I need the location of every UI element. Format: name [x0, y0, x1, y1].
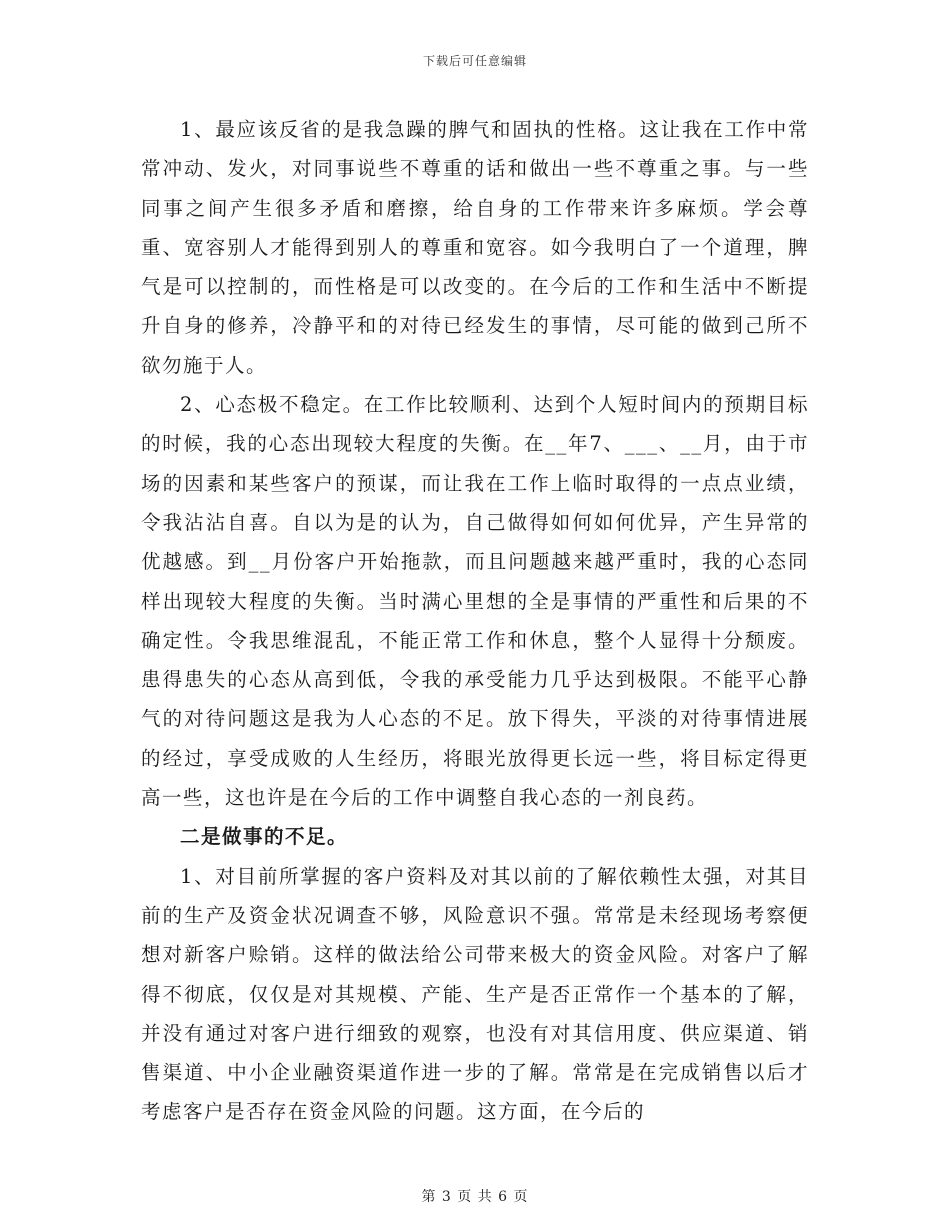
section-heading: 二是做事的不足。 — [180, 825, 349, 849]
page-number-footer: 第 3 页 共 6 页 — [421, 1189, 529, 1205]
page-header: 下载后可任意编辑 — [422, 54, 527, 68]
document-body — [141, 110, 809, 1132]
paragraph-1: 1、最应该反省的是我急躁的脾气和固执的性格。这让我在工作中常常冲动、发火，对同事说些不尊重的话和做出一些不尊重之事。与一些同事之间产生很多矛盾和磨擦，给自身的工作带来许多麻烦。学会尊重、宽容别人才能得到别人的尊重和宽容。如今我明白了一个道理，脾气是可以控制的，而性格是可以改变的。在今后的工作和生活中不断提升自身的修养，冷静平和的对待已经发生的事情，尽可能的做到己所不欲勿施于人。 — [141, 118, 809, 377]
paragraph-3: 1、对目前所掌握的客户资料及对其以前的了解依赖性太强，对其目前的生产及资金状况调查不够，风险意识不强。常常是未经现场考察便想对新客户赊销。这样的做法给公司带来极大的资金风险。对客户了解得不彻底，仅仅是对其规模、产能、生产是否正常作一个基本的了解，并没有通过对客户进行细致的观察，也没有对其信用度、供应渠道、销售渠道、中小企业融资渠道作进一步的了解。常常是在完成销售以后才考虑客户是否存在资金风险的问题。这方面，在今后的 — [141, 864, 809, 1124]
paragraph-2: 2、心态极不稳定。在工作比较顺利、达到个人短时间内的预期目标的时候，我的心态出现较大程度的失衡。在__年7、___、__月，由于市场的因素和某些客户的预谋，而让我在工作上临时取得的一点点业绩，令我沾沾自喜。自以为是的认为，自己做得如何如何优异，产生异常的优越感。到__月份客户开始拖款，而且问题越来越严重时，我的心态同样出现较大程度的失衡。当时满心里想的全是事情的严重性和后果的不确定性。令我思维混乱，不能正常工作和休息，整个人显得十分颓废。患得患失的心态从高到低，令我的承受能力几乎达到极限。不能平心静气的对待问题这是我为人心态的不足。放下得失，平淡的对待事情进展的经过，享受成败的人生经历，将眼光放得更长远一些，将目标定得更高一些，这也许是在今后的工作中调整自我心态的一剂良药。 — [141, 393, 809, 810]
